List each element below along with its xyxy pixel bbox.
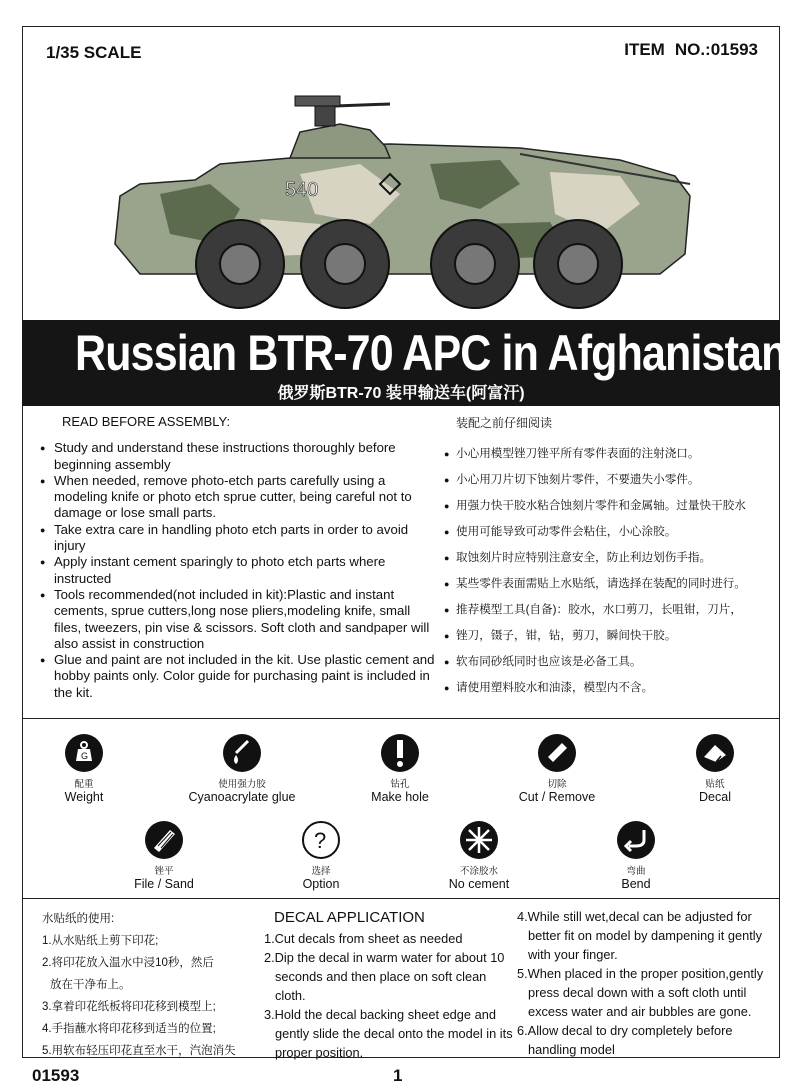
list-item: 4.While still wet,decal can be adjusted for [517, 909, 752, 924]
read-before-list-cn [444, 441, 774, 701]
section-divider [22, 898, 780, 899]
list-item: 放在干净布上。 [50, 979, 131, 991]
symbol-label-en: Option [302, 877, 340, 891]
symbol-label-cn: 锉平 [154, 866, 174, 877]
btr70-illustration [100, 84, 700, 314]
list-item: 4.手指蘸水将印花移到适当的位置; [42, 1023, 216, 1035]
symbol-no-cement [409, 820, 549, 891]
glue-drop-icon [222, 733, 262, 773]
decal-heading: DECAL APPLICATION [274, 909, 425, 926]
symbol-glue [172, 733, 312, 804]
list-item: ● 请使用塑料胶水和油漆，模型内不含。 [444, 675, 774, 701]
item-no-value: NO.:01593 [674, 40, 758, 59]
page-number: 1 [393, 1066, 403, 1085]
read-before-cn [444, 414, 774, 701]
symbol-label-en: Cyanoacrylate glue [188, 790, 296, 804]
symbol-bend [566, 820, 706, 891]
decal-icon [695, 733, 735, 773]
no-cement-icon [459, 820, 499, 860]
list-item: ● 锉刀，镊子，钳，钻，剪刀，瞬间快干胶。 [444, 623, 774, 649]
list-item: ● 软布同砂纸同时也应该是必备工具。 [444, 649, 774, 675]
list-item: excess water and air bubbles are gone. [528, 1004, 752, 1019]
list-item: ● 使用可能导致可动零件会粘住，小心涂胶。 [444, 519, 774, 545]
list-item: 3.Hold the decal backing sheet edge and [264, 1007, 496, 1022]
list-item: 6.Allow decal to dry completely before [517, 1023, 733, 1038]
list-item: seconds and then place on soft clean cloth. [275, 969, 487, 1003]
item-number [624, 40, 758, 60]
symbol-label-en: File / Sand [134, 877, 194, 891]
page-title: Russian BTR-70 APC in Afghanistan [75, 325, 787, 381]
wheel-hub [455, 244, 495, 284]
list-item: ● 取蚀刻片时应特别注意安全，防止利边划伤手指。 [444, 545, 774, 571]
scale-label: 1/35 SCALE [46, 43, 142, 62]
machine-gun-barrel [335, 104, 390, 106]
symbol-label-en: No cement [448, 877, 510, 891]
list-item: 1.从水贴纸上剪下印花; [42, 935, 159, 947]
page-subtitle-cn: 俄罗斯BTR-70 装甲输送车(阿富汗) [277, 385, 525, 402]
decal-steps-cn [42, 908, 236, 1062]
symbol-label-en: Cut / Remove [518, 790, 596, 804]
list-item: 2.将印花放入温水中浸10秒，然后 [42, 957, 214, 969]
symbol-label-en: Make hole [371, 790, 429, 804]
turret [290, 124, 390, 158]
symbol-file [94, 820, 234, 891]
symbol-label-cn: 配重 [74, 779, 94, 790]
cut-icon [537, 733, 577, 773]
list-item: press decal down with a soft cloth until [528, 985, 747, 1000]
symbol-label-en: Bend [621, 877, 651, 891]
read-before-heading: READ BEFORE ASSEMBLY: [62, 414, 231, 429]
list-item: 5.When placed in the proper position,gently [517, 966, 764, 981]
list-item: ● Tools recommended(not included in kit):Plastic and instant cements, sprue cutters,long nose pliers,modeling knife, small files, tweezers, pin vise & scissors. Soft cloth and sandpaper will also assist in construction [40, 587, 435, 652]
svg-text:?: ? [314, 828, 327, 853]
section-divider [22, 718, 780, 719]
item-label: ITEM [624, 40, 665, 59]
drill-icon [380, 733, 420, 773]
symbol-label-cn: 弯曲 [626, 866, 646, 877]
symbol-drill [330, 733, 470, 804]
symbol-label-cn: 不涂胶水 [459, 866, 498, 877]
file-icon [144, 820, 184, 860]
symbol-cut [487, 733, 627, 804]
symbol-option [251, 820, 391, 891]
list-item: ● 小心用模型锉刀锉平所有零件表面的注射浇口。 [444, 441, 774, 467]
symbol-decal [645, 733, 785, 804]
bend-icon [616, 820, 656, 860]
question-icon [301, 820, 341, 860]
read-before-list [40, 440, 435, 701]
list-item: ● 用强力快干胶水粘合蚀刻片零件和金属轴。过量快干胶水 [444, 493, 774, 519]
symbol-label-cn: 选择 [311, 866, 331, 877]
list-item: handling model [528, 1042, 615, 1057]
machine-gun-body [295, 96, 340, 106]
wheel-hub [558, 244, 598, 284]
symbol-label-cn: 使用强力胶 [218, 779, 266, 790]
symbol-label-cn: 贴纸 [705, 779, 725, 790]
list-item: ● Study and understand these instructions thoroughly before beginning assembly [40, 440, 435, 473]
list-item: better fit on model by dampening it gently [528, 928, 763, 943]
decal-steps-en-1 [264, 908, 519, 1062]
list-item: ● When needed, remove photo-etch parts carefully using a modeling knife or photo etch sprue cutter, being careful not to damage or lose small parts. [40, 473, 435, 522]
list-item: 1.Cut decals from sheet as needed [264, 931, 463, 946]
list-item: 2.Dip the decal in warm water for about 10 [264, 950, 505, 965]
svg-text:G: G [81, 751, 89, 761]
read-before-heading-cn: 装配之前仔细阅读 [456, 416, 553, 430]
symbol-label-en: Weight [64, 790, 104, 804]
title-banner [22, 320, 787, 406]
wheel-hub [325, 244, 365, 284]
symbol-label-cn: 钻孔 [390, 779, 410, 790]
wheel-hub [220, 244, 260, 284]
list-item: ● Apply instant cement sparingly to photo etch parts where instructed [40, 554, 435, 587]
list-item: ● Take extra care in handling photo etch parts in order to avoid injury [40, 522, 435, 555]
symbol-label-cn: 切除 [547, 779, 567, 790]
list-item: ● Glue and paint are not included in the kit. Use plastic cement and hobby paints only. Color guide for purchasing paint is included in the kit. [40, 652, 435, 701]
symbol-label-en: Decal [699, 790, 731, 804]
list-item: 5.用软布轻压印花直至水干，汽泡消失 [42, 1045, 236, 1057]
list-item: ● 推荐模型工具(自备)：胶水，水口剪刀，长咀钳，刀片， [444, 597, 774, 623]
list-item: proper position. [275, 1045, 364, 1060]
list-item: gently slide the decal onto the model in its [275, 1026, 513, 1041]
vehicle-number: 540 [285, 179, 319, 201]
footer-item-code: 01593 [32, 1066, 80, 1085]
list-item: ● 某些零件表面需贴上水贴纸，请选择在装配的同时进行。 [444, 571, 774, 597]
symbol-weight [14, 733, 154, 804]
list-item: 3.拿着印花纸板将印花移到模型上; [42, 1001, 216, 1013]
decal-steps-en-2 [517, 907, 779, 1059]
read-before-en [40, 414, 435, 701]
decal-heading-cn: 水贴纸的使用: [42, 913, 115, 925]
weight-icon [64, 733, 104, 773]
list-item: with your finger. [528, 947, 618, 962]
list-item: ● 小心用刀片切下蚀刻片零件，不要遗失小零件。 [444, 467, 774, 493]
